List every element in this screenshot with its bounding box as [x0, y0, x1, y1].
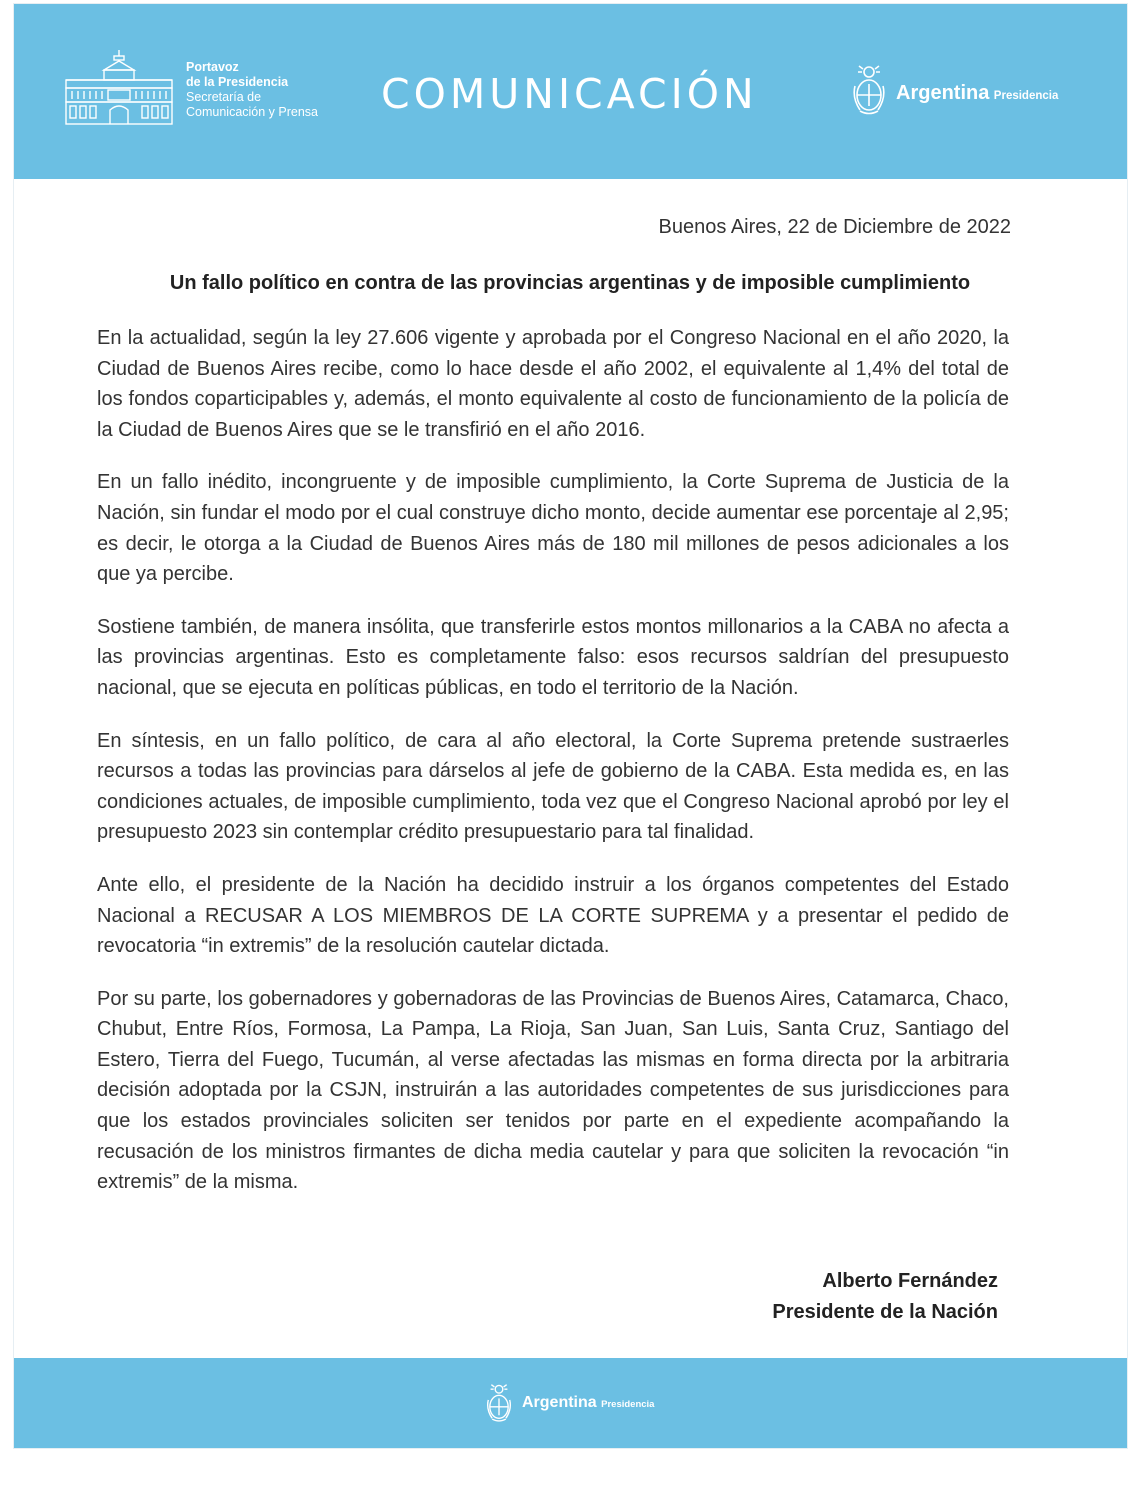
portavoz-line-3: Secretaría de	[186, 90, 262, 104]
body-paragraph: Por su parte, los gobernadores y gobernadoras de las Provincias de Buenos Aires, Catamarca, Chaco, Chubut, Entre Ríos, Formosa, La Pampa, La Rioja, San Juan, San Luis, Santa Cruz, Santiago del Estero, Tierra del Fuego, Tucumán, al verse afectadas las mismas en forma directa por la arbitraria decisión adoptada por la CSJN, instruirán a las autoridades competentes de sus jurisdicciones para que los estados provinciales soliciten ser tenidos por parte en el expediente acompañando la recusación de los ministros firmantes de dicha media cautelar y para que soliciten la revocación “in extremis” de la misma.	[97, 987, 1009, 1194]
header-banner	[14, 4, 1127, 179]
portavoz-line-2: de la Presidencia	[186, 75, 289, 89]
escudo-nacional-icon	[852, 64, 886, 116]
header-brand	[896, 82, 1058, 105]
body-paragraph: Ante ello, el presidente de la Nación ha decidido instruir a los órganos competentes del Estado Nacional a RECUSAR A LOS MIEMBROS DE LA CORTE SUPREMA y a presentar el pedido de revocatoria “in extremis” de la resolución cautelar dictada.	[97, 873, 1009, 958]
body-paragraph: En síntesis, en un fallo político, de cara al año electoral, la Corte Suprema pretende sustraerles recursos a todas las provincias para dárselos al jefe de gobierno de la CABA. Esta medida es, en las condiciones actuales, de imposible cumplimiento, toda vez que el Congreso Nacional aprobó por ley el presupuesto 2023 sin contemplar crédito presupuestario para tal finalidad.	[97, 729, 1009, 844]
body-paragraph: En la actualidad, según la ley 27.606 vigente y aprobada por el Congreso Nacional en el año 2020, la Ciudad de Buenos Aires recibe, como lo hace desde el año 2002, el equivalente al 1,4% del total de los fondos coparticipables y, además, el monto equivalente al costo de funcionamiento de la policía de la Ciudad de Buenos Aires que se le transfirió en el año 2016.	[97, 327, 1009, 441]
portavoz-label	[186, 60, 318, 120]
document-body	[97, 323, 1009, 1220]
portavoz-line-1: Portavoz	[186, 60, 239, 74]
footer-brand	[522, 1394, 654, 1412]
signature-title: Presidente de la Nación	[772, 1301, 998, 1323]
document-date: Buenos Aires, 22 de Diciembre de 2022	[658, 216, 1011, 238]
portavoz-line-4: Comunicación y Prensa	[186, 105, 319, 119]
footer-brand-sub: Presidencia	[601, 1399, 655, 1410]
header-brand-sub: Presidencia	[993, 90, 1059, 102]
signature-name: Alberto Fernández	[822, 1270, 998, 1292]
header-brand-name: Argentina	[896, 82, 990, 104]
body-paragraph: Sostiene también, de manera insólita, que transferirle estos montos millonarios a la CABA no afecta a las provincias argentinas. Esto es completamente falso: esos recursos saldrían del presupuesto nacional, que se ejecuta en políticas públicas, en todo el territorio de la Nación.	[97, 615, 1009, 699]
signature-block	[772, 1266, 998, 1328]
casa-rosada-icon	[64, 48, 174, 126]
footer-brand-name: Argentina	[522, 1394, 597, 1411]
document-title: Un fallo político en contra de las provincias argentinas y de imposible cumplimiento	[169, 272, 971, 294]
header-title: COMUNICACIÓN	[381, 70, 758, 118]
footer-banner	[14, 1358, 1127, 1448]
escudo-nacional-icon	[486, 1382, 512, 1424]
press-release-page	[14, 4, 1127, 1448]
body-paragraph: En un fallo inédito, incongruente y de imposible cumplimiento, la Corte Suprema de Justicia de la Nación, sin fundar el modo por el cual construye dicho monto, decide aumentar ese porcentaje al 2,95; es decir, le otorga a la Ciudad de Buenos Aires más de 180 mil millones de pesos adicionales a los que ya percibe.	[97, 471, 1009, 586]
